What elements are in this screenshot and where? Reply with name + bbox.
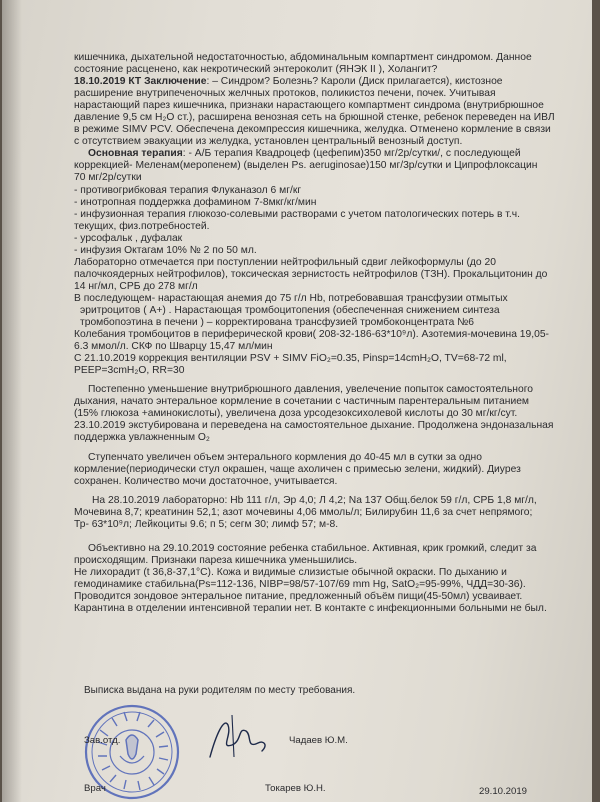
text-line: в режиме SIMV PCV. Обеспечена декомпрессия кишечника, желудка. Отменено кормление в связи [74,124,551,136]
therapy-line [74,148,592,160]
progress-line: поддержка увлажненным O₂ [74,432,210,444]
objective-line: Не лихорадит (t 36,8-37,1°С). Кожа и видимые слизистые обычной окраски. По дыханию и [74,566,507,578]
lab-line: палочкоядерных нейтрофилов), токсическая зернистость нейтрофилов (ТЗН). Прокальцитонин до [74,268,548,280]
feeding-line: Ступенчато увеличен объем энтерального кормления до 40-45 мл в сутки за одно [88,451,482,463]
therapy-item: - противогрибковая терапия Флуканазол 6 мг/кг [74,184,302,196]
therapy-text: : - А/Б терапия Квадроцеф (цефепим)350 мг/2р/сутки/, с последующей [182,148,521,160]
lab-line: 6.3 ммол/л. СКФ по Шварцу 15,47 мл/мин [74,341,273,353]
therapy-item: - инфузионная терапия глюкозо-солевыми растворами с учетом патологических потерь в т.ч. [74,208,520,220]
document-page [2,0,592,802]
signature-icon [202,705,272,765]
page-shadow [2,0,22,802]
therapy-item: - урсофальк , дуфалак [74,232,183,244]
objective-line: Объективно на 29.10.2019 состояние ребенка стабильное. Активная, крик громкий, следит за [88,542,537,554]
lab-line: 14 нг/мл, СРБ до 278 мг/л [74,280,198,292]
lab-line: Лабораторно отмечается при поступлении нейтрофильный сдвиг лейкоформулы (до 20 [74,256,496,268]
therapy-item: текущих, физ.потребностей. [74,220,210,232]
document-body [74,52,592,615]
kt-conclusion-line [74,76,592,88]
therapy-item: - инфузия Октагам 10% № 2 по 50 мл. [74,244,257,256]
kt-date-label: 18.10.2019 КТ Заключение [74,76,207,88]
objective-line: гемодинамике стабильна(Ps=112-136, NIBP=98/57-107/69 mm Hg, SatO₂=95-99%, ЧДД=30-36). [74,578,526,590]
text-line: коррекцией- Меленам(меропенем) (выделен Ps. aeruginosae)150 мг/3р/сутки и Ципрофлоксацин [74,160,538,172]
lab-line: эритроцитов ( A+) . Нарастающая тромбоцитопения (обеспеченная снижением синтеза [80,304,500,316]
lab-line: PEEP=3cmH₂O, RR=30 [74,365,185,377]
document-date: 29.10.2019 [479,786,528,797]
text-line: расширение внутрипеченочных желчных протоков, поликистоз печени, почек. Учитывая [74,88,496,100]
kt-text: : – Синдром? Болезнь? Кароли (Диск прилагается), кистозное [206,76,503,88]
head-of-department-name: Чадаев Ю.М. [289,735,348,746]
text-line: нарастающий парез кишечника, признаки нарастающего компартмент синдрома (внутрибрюшное [74,100,544,112]
progress-line: 23.10.2019 экстубирована и переведена на самостоятельное дыхание. Продолжена эндоназальная [74,420,554,432]
feeding-line: сохранен. Количество мочи достаточное, учитывается. [74,475,338,487]
progress-line: (15% глюкоза +аминокислоты), увеличена доза урсодезоксихолевой кислоты до 30 мг/кг/сут. [74,408,518,420]
therapy-item: - инотропная поддержка дофамином 7-8мкг/кг/мин [74,196,317,208]
text-line: 70 мг/2р/сутки [74,172,142,184]
progress-line: Постепенно уменьшение внутрибрюшного давления, увелечение попыток самостоятельного [88,384,533,396]
doctor-name: Токарев Ю.Н. [265,783,326,794]
doctor-label: Врач [84,783,106,794]
lab-line: тромбопоэтина в печени ) – корректирована трансфузией тромбоконцентрата №6 [80,317,475,329]
lab-line: Колебания тромбоцитов в периферической крови( 208-32-186-63*10⁹л). Азотемия-мочевина 19,05- [74,329,549,341]
lab-line: С 21.10.2019 коррекция вентиляции PSV + SIMV FiO₂=0.35, Pinsp=14cmH₂O, TV=68-72 ml, [74,353,507,365]
objective-line: происходящим. Признаки пареза кишечника уменьшились. [74,554,358,566]
objective-line: Карантина в отделении интенсивной терапии нет. В контакте с инфекционными больными не был. [74,603,547,615]
closing-statement: Выписка выдана на руки родителям по месту требования. [84,685,356,696]
text-line: кишечника, дыхательной недостаточностью, абдоминальным компартмент синдромом. Данное [74,52,532,63]
lab-line: В последующем- нарастающая анемия до 75 г/л Hb, потребовавшая трансфузии отмытых [74,292,508,304]
feeding-line: кормление(периодически стул окрашен, чаще ахоличен с примесью зелени, жидкий). Диурез [74,463,521,475]
therapy-label: Основная терапия [88,148,183,160]
text-line: с отсутствием эвакуации из желудка, установлен центральный венозный доступ. [74,136,463,148]
progress-line: дыхания, начато энтеральное кормление в сочетании с частичным парентеральным питанием [74,396,530,408]
text-line: давление 9,5 см H₂O ст.), расширена венозная сеть на брюшной стенке, ребенок переведен на ИВЛ [74,112,555,124]
objective-line: Проводится зондовое энтеральное питание, предложенный объём пищи(45-50мл) усваивает. [74,590,523,602]
labs-line: Мочевина 8,7; креатинин 52,1; азот мочевины 4,06 ммоль/л; Билирубин 11,6 за счет непрямого; [74,506,533,518]
head-of-department-label: Зав.отд. [84,735,121,746]
labs-line: На 28.10.2019 лабораторно: Hb 111 г/л, Эр 4,0; Л 4,2; Na 137 Общ.белок 59 г/л, СРБ 1,8 мг/л, [92,494,537,506]
text-line: состояние расценено, как некротический энтероколит (ЯНЭК II ), Холангит? [74,64,438,76]
labs-line: Тр- 63*10⁹л; Лейкоциты 9.6; п 5; сегм 30; лимф 57; м-8. [74,518,339,530]
